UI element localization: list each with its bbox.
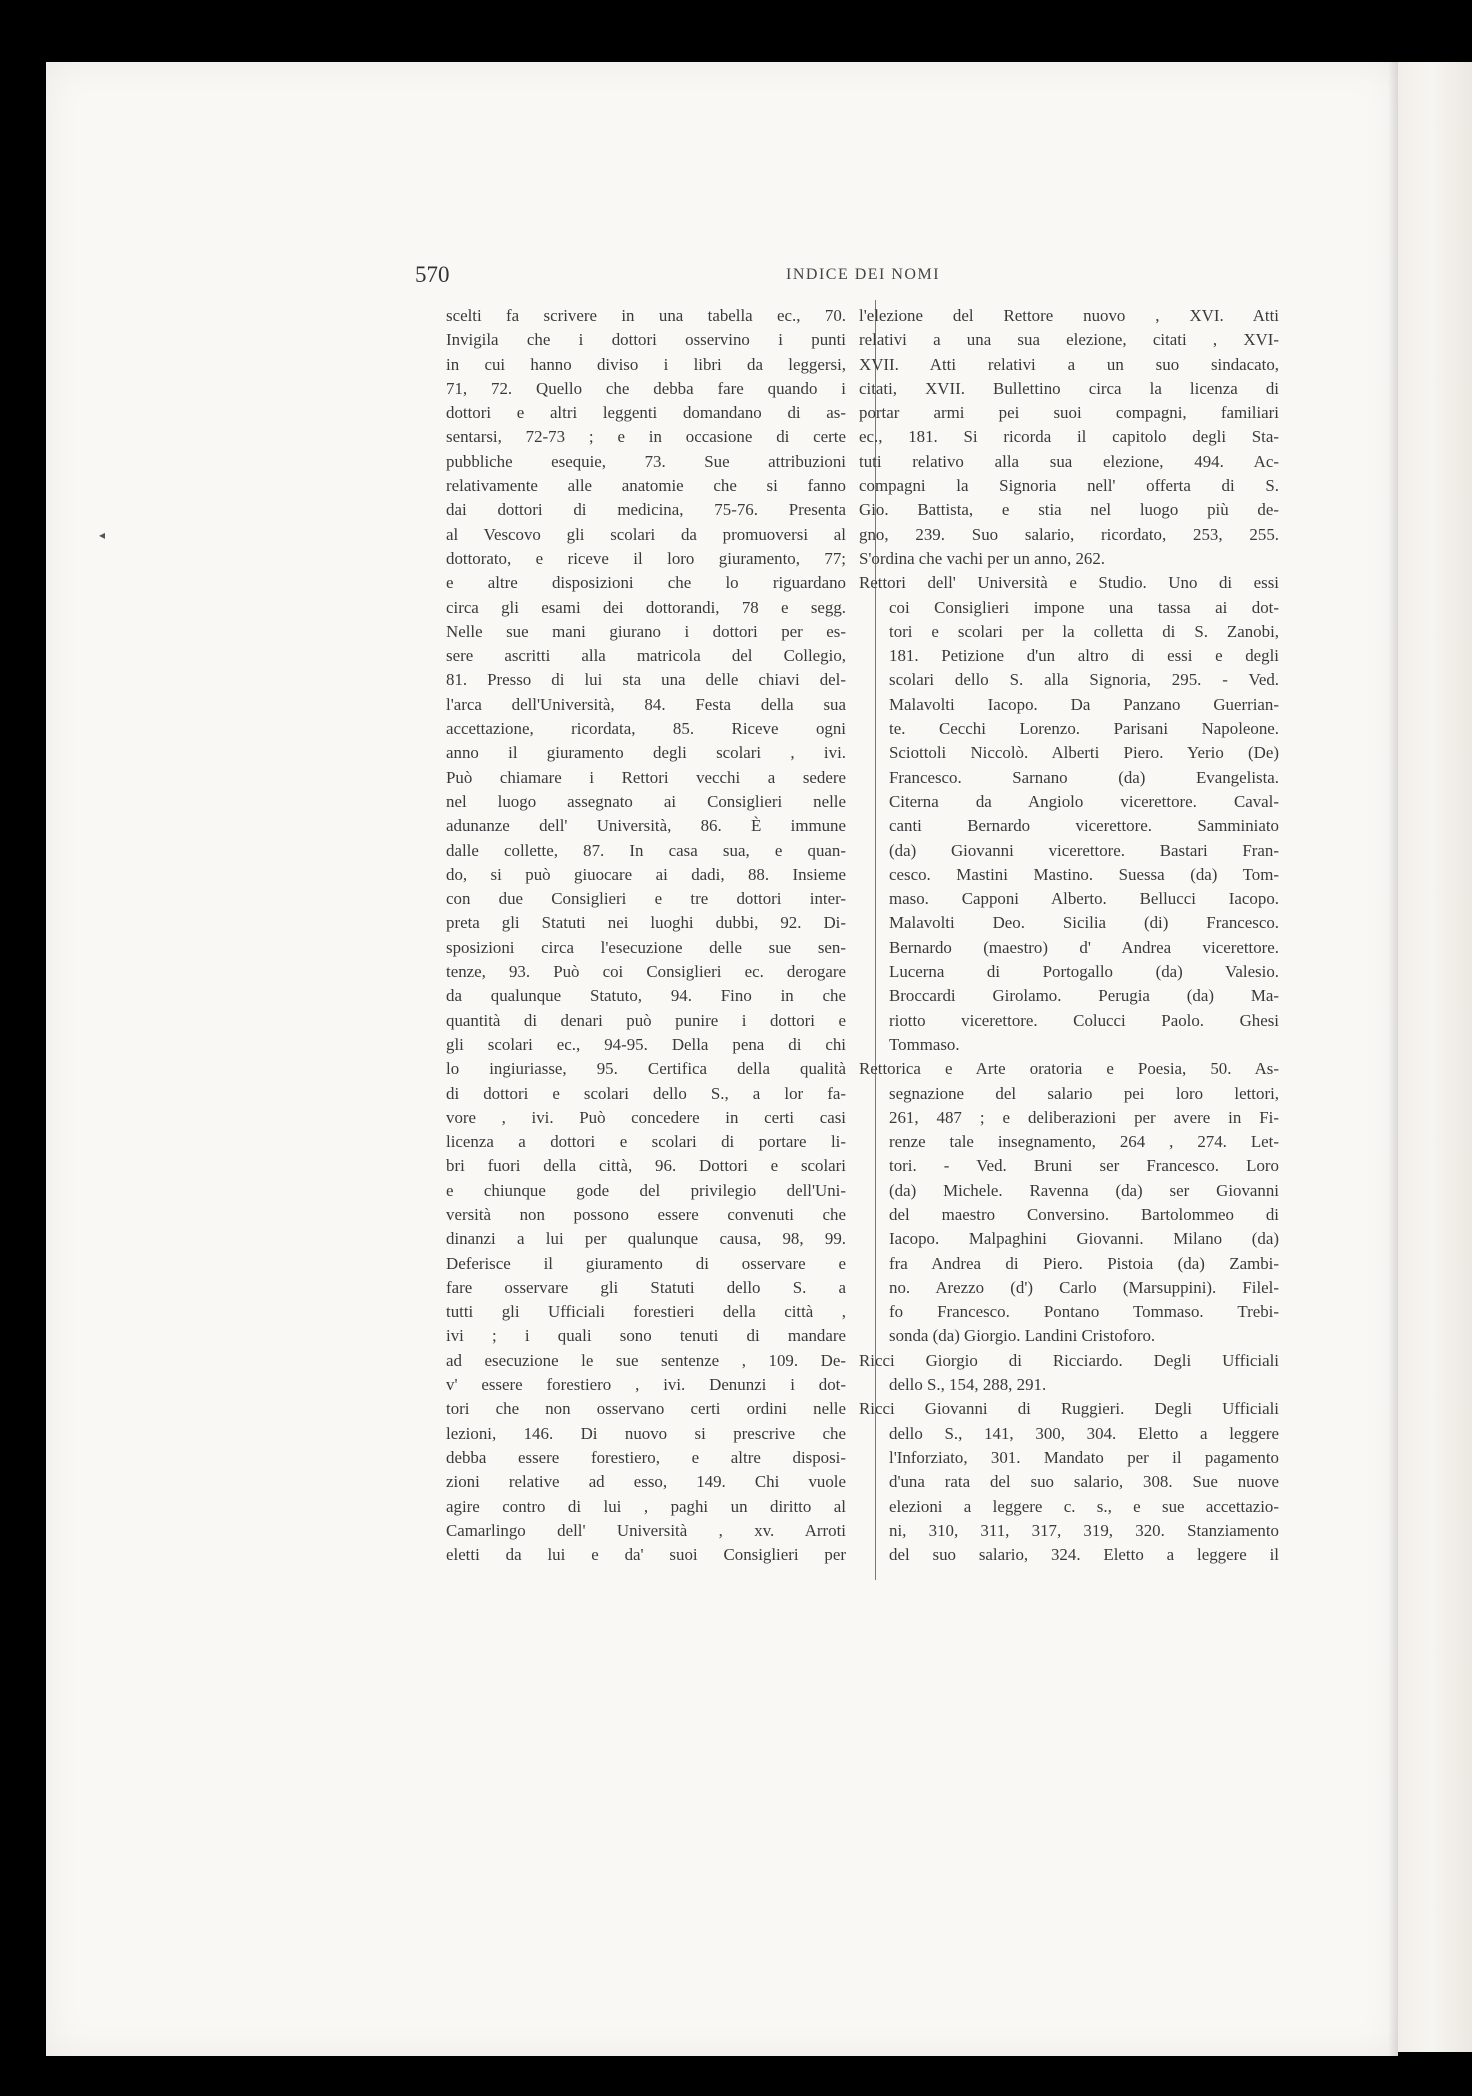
text-line: quantità di denari può punire i dottori e: [446, 1010, 846, 1030]
text-line: Broccardi Girolamo. Perugia (da) Ma-: [889, 986, 1279, 1006]
text-line: eletti da lui e da' suoi Consiglieri per: [446, 1545, 846, 1565]
text-line: ni, 310, 311, 317, 319, 320. Stanziamento: [889, 1520, 1279, 1540]
text-line: e chiunque gode del privilegio dell'Uni-: [446, 1180, 846, 1200]
text-line: debba essere forestiero, e altre disposi-: [446, 1447, 846, 1467]
text-line: lo ingiuriasse, 95. Certifica della qualità: [446, 1059, 846, 1079]
text-line: anno il giuramento degli scolari , ivi.: [446, 743, 846, 763]
text-line: con due Consiglieri e tre dottori inter-: [446, 889, 846, 909]
text-line: Rettori dell' Università e Studio. Uno di essi: [859, 573, 1279, 593]
adjacent-page-edge: [1390, 62, 1472, 2052]
text-line: Ricci Giovanni di Ruggieri. Degli Ufficiali: [859, 1399, 1279, 1419]
text-line: Ricci Giorgio di Ricciardo. Degli Ufficiali: [859, 1350, 1279, 1370]
page-number: 570: [415, 262, 450, 287]
text-line: (da) Giovanni vicerettore. Bastari Fran-: [889, 840, 1279, 860]
text-line: Iacopo. Malpaghini Giovanni. Milano (da): [889, 1229, 1279, 1249]
text-line: sere ascritti alla matricola del Collegio,: [446, 646, 846, 666]
text-line: tutti gli Ufficiali forestieri della città ,: [446, 1302, 846, 1322]
text-line: in cui hanno diviso i libri da leggersi,: [446, 354, 846, 374]
text-line: lezioni, 146. Di nuovo si prescrive che: [446, 1423, 846, 1443]
text-line: da qualunque Statuto, 94. Fino in che: [446, 986, 846, 1006]
right-text-column: [859, 304, 1279, 1567]
text-line: Camarlingo dell' Università , xv. Arroti: [446, 1520, 846, 1540]
text-line: dottori e altri leggenti domandano di as-: [446, 403, 846, 423]
text-line: 71, 72. Quello che debba fare quando i: [446, 378, 846, 398]
text-line: 261, 487 ; e deliberazioni per avere in Fi-: [889, 1107, 1279, 1127]
text-line: 81. Presso di lui sta una delle chiavi del-: [446, 670, 846, 690]
text-line: v' essere forestiero , ivi. Denunzi i dot-: [446, 1375, 846, 1395]
text-line: maso. Capponi Alberto. Bellucci Iacopo.: [889, 889, 1279, 909]
text-line: vore , ivi. Può concedere in certi casi: [446, 1107, 846, 1127]
text-line: fra Andrea di Piero. Pistoia (da) Zambi-: [889, 1253, 1279, 1273]
text-line: XVII. Atti relativi a un suo sindacato,: [859, 354, 1279, 374]
text-line: Gio. Battista, e stia nel luogo più de-: [859, 500, 1279, 520]
text-line: del maestro Conversino. Bartolommeo di: [889, 1204, 1279, 1224]
text-line: versità non possono essere convenuti che: [446, 1204, 846, 1224]
text-line: Rettorica e Arte oratoria e Poesia, 50. As-: [859, 1059, 1279, 1079]
text-line: circa gli esami dei dottorandi, 78 e segg.: [446, 597, 846, 617]
text-line: do, si può giuocare ai dadi, 88. Insieme: [446, 864, 846, 884]
text-line: riotto vicerettore. Colucci Paolo. Ghesi: [889, 1010, 1279, 1030]
text-line: no. Arezzo (d') Carlo (Marsuppini). Filel-: [889, 1277, 1279, 1297]
text-line: Tommaso.: [889, 1034, 960, 1054]
text-line: gno, 239. Suo salario, ricordato, 253, 255.: [859, 524, 1279, 544]
text-line: segnazione del salario pei loro lettori,: [889, 1083, 1279, 1103]
text-line: tenze, 93. Può coi Consiglieri ec. derogare: [446, 962, 846, 982]
text-line: dottorato, e riceve il loro giuramento, 77;: [446, 548, 846, 568]
text-line: sposizioni circa l'esecuzione delle sue sen-: [446, 937, 846, 957]
text-line: elezioni a leggere c. s., e sue accettazio-: [889, 1496, 1279, 1516]
text-line: dello S., 154, 288, 291.: [889, 1375, 1047, 1395]
text-line: agire contro di lui , paghi un diritto al: [446, 1496, 846, 1516]
text-line: 181. Petizione d'un altro di essi e degli: [889, 646, 1279, 666]
text-line: ivi ; i quali sono tenuti di mandare: [446, 1326, 846, 1346]
text-line: citati, XVII. Bullettino circa la licenza di: [859, 378, 1279, 398]
text-line: Francesco. Sarnano (da) Evangelista.: [889, 767, 1279, 787]
running-head: INDICE DEI NOMI: [786, 266, 941, 283]
text-line: fare osservare gli Statuti dello S. a: [446, 1277, 846, 1297]
text-line: relativi a una sua elezione, citati , XVI-: [859, 330, 1279, 350]
text-line: l'Inforziato, 301. Mandato per il pagamento: [889, 1447, 1279, 1467]
text-line: licenza a dottori e scolari di portare li-: [446, 1132, 846, 1152]
text-line: Citerna da Angiolo vicerettore. Caval-: [889, 791, 1279, 811]
text-line: Lucerna di Portogallo (da) Valesio.: [889, 962, 1279, 982]
text-line: tori. - Ved. Bruni ser Francesco. Loro: [889, 1156, 1279, 1176]
text-line: nel luogo assegnato ai Consiglieri nelle: [446, 791, 846, 811]
text-line: del suo salario, 324. Eletto a leggere il: [889, 1545, 1279, 1565]
page-header: [46, 262, 1398, 292]
book-page: [46, 62, 1398, 2056]
text-line: tuti relativo alla sua elezione, 494. Ac-: [859, 451, 1279, 471]
text-line: preta gli Statuti nei luoghi dubbi, 92. Di-: [446, 913, 846, 933]
text-line: dello S., 141, 300, 304. Eletto a leggere: [889, 1423, 1279, 1443]
left-text-column: [446, 304, 846, 1567]
text-line: dai dottori di medicina, 75-76. Presenta: [446, 500, 846, 520]
text-line: Malavolti Iacopo. Da Panzano Guerrian-: [889, 694, 1279, 714]
text-line: sentarsi, 72-73 ; e in occasione di certe: [446, 427, 846, 447]
text-line: scolari dello S. alla Signoria, 295. - Ved.: [889, 670, 1279, 690]
text-line: l'elezione del Rettore nuovo , XVI. Atti: [859, 306, 1279, 325]
text-line: pubbliche esequie, 73. Sue attribuzioni: [446, 451, 846, 471]
text-line: d'una rata del suo salario, 308. Sue nuove: [889, 1472, 1279, 1492]
text-line: dalle collette, 87. In casa sua, e quan-: [446, 840, 846, 860]
text-line: zioni relative ad esso, 149. Chi vuole: [446, 1472, 846, 1492]
text-line: Malavolti Deo. Sicilia (di) Francesco.: [889, 913, 1279, 933]
text-line: bri fuori della città, 96. Dottori e scolari: [446, 1156, 846, 1176]
text-line: tori che non osservano certi ordini nelle: [446, 1399, 846, 1419]
text-line: Può chiamare i Rettori vecchi a sedere: [446, 767, 846, 787]
text-line: compagni la Signoria nell' offerta di S.: [859, 476, 1279, 496]
text-line: adunanze dell' Università, 86. È immune: [446, 816, 846, 836]
text-line: scelti fa scrivere in una tabella ec., 70.: [446, 306, 846, 325]
text-line: Invigila che i dottori osservino i punti: [446, 330, 846, 350]
text-line: relativamente alle anatomie che si fanno: [446, 476, 846, 496]
text-line: ec., 181. Si ricorda il capitolo degli Sta-: [859, 427, 1279, 447]
text-line: e altre disposizioni che lo riguardano: [446, 573, 846, 593]
text-line: canti Bernardo vicerettore. Samminiato: [889, 816, 1279, 836]
margin-mark: ◂: [99, 528, 106, 542]
text-line: Bernardo (maestro) d' Andrea vicerettore.: [889, 937, 1279, 957]
text-line: Sciottoli Niccolò. Alberti Piero. Yerio (De): [889, 743, 1279, 763]
text-line: Deferisce il giuramento di osservare e: [446, 1253, 846, 1273]
text-line: (da) Michele. Ravenna (da) ser Giovanni: [889, 1180, 1279, 1200]
text-line: accettazione, ricordata, 85. Riceve ogni: [446, 719, 846, 739]
text-line: gli scolari ec., 94-95. Della pena di chi: [446, 1034, 846, 1054]
text-line: coi Consiglieri impone una tassa ai dot-: [889, 597, 1279, 617]
text-line: di dottori e scolari dello S., a lor fa-: [446, 1083, 846, 1103]
text-line: Nelle sue mani giurano i dottori per es-: [446, 621, 846, 641]
text-line: tori e scolari per la colletta di S. Zanobi,: [889, 621, 1279, 641]
text-line: S'ordina che vachi per un anno, 262.: [859, 548, 1106, 568]
text-line: fo Francesco. Pontano Tommaso. Trebi-: [889, 1302, 1279, 1322]
text-line: ad esecuzione le sue sentenze , 109. De-: [446, 1350, 846, 1370]
text-line: l'arca dell'Università, 84. Festa della sua: [446, 694, 846, 714]
text-line: al Vescovo gli scolari da promuoversi al: [446, 524, 846, 544]
text-line: dinanzi a lui per qualunque causa, 98, 99.: [446, 1229, 846, 1249]
text-line: cesco. Mastini Mastino. Suessa (da) Tom-: [889, 864, 1279, 884]
text-line: portar armi pei suoi compagni, familiari: [859, 403, 1279, 423]
text-line: te. Cecchi Lorenzo. Parisani Napoleone.: [889, 719, 1279, 739]
text-line: sonda (da) Giorgio. Landini Cristoforo.: [889, 1326, 1156, 1346]
text-line: renze tale insegnamento, 264 , 274. Let-: [889, 1132, 1279, 1152]
